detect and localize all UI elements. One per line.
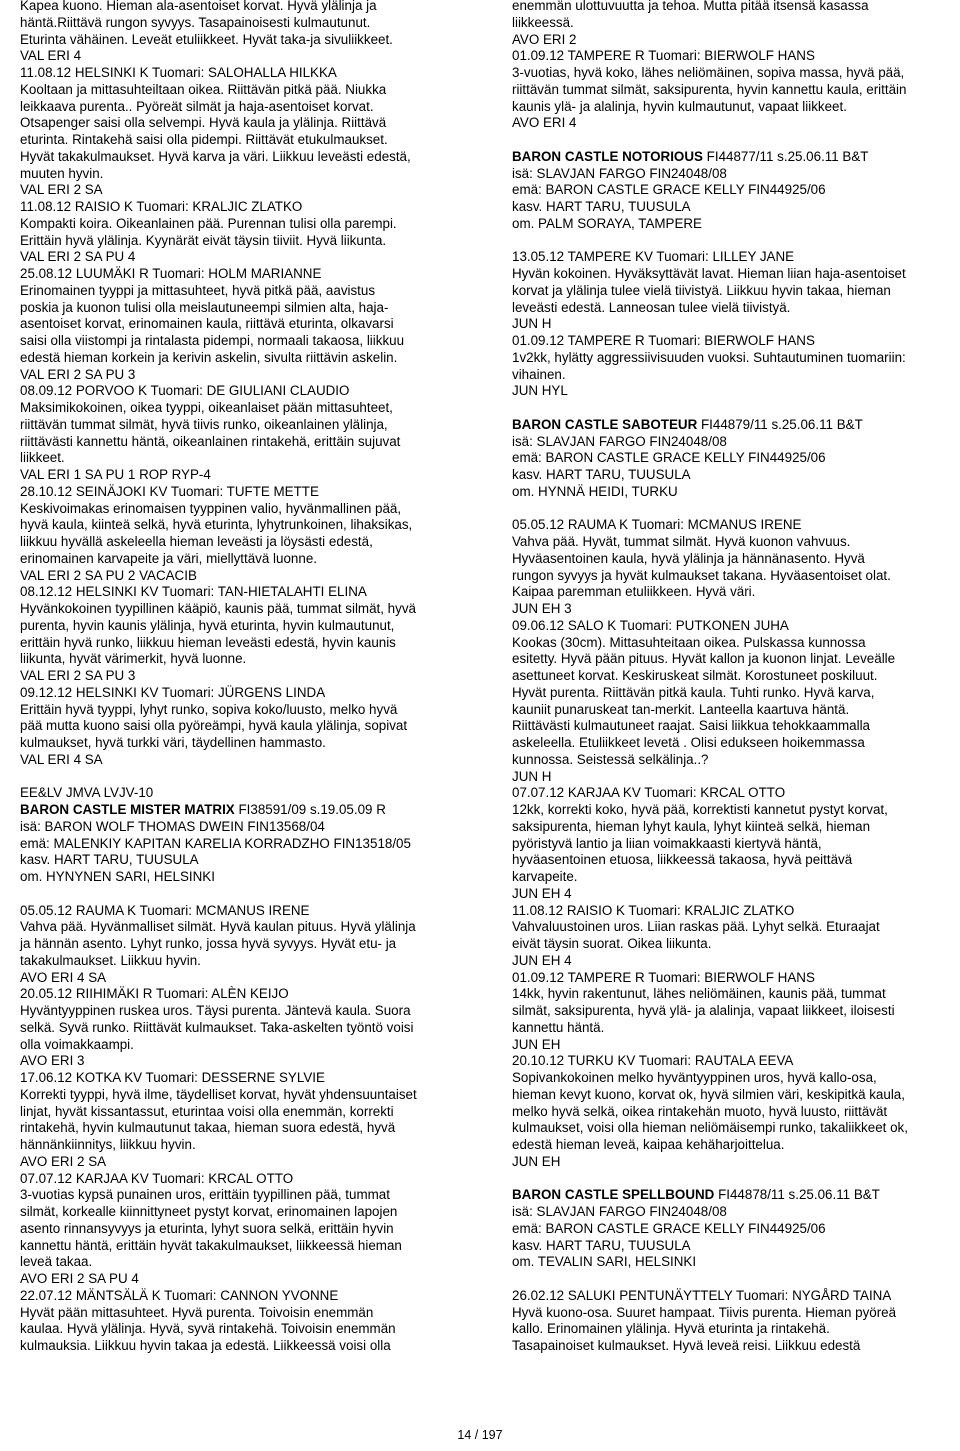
text-line: JUN EH [512,1153,561,1169]
text-line: VAL ERI 4 [20,48,82,64]
text-line: silmät, saksipurenta, hyvä ylä- ja alalinja, vapaat liikkeet, iloisesti [512,1003,895,1018]
text-line: purenta, hyvin kaunis ylälinja, hyvä eturinta, hyvin kulmautunut, [20,617,395,633]
dog-heading [512,417,957,434]
dog-registration: FI38591/09 s.19.05.09 R [234,802,386,817]
text-line: Kompakti koira. Oikeanlainen pää. Purennan tulisi olla parempi. [20,215,397,231]
text-line: rungon syvyys ja hyvät kulmaukset takana. Hyväasentoiset olat. [512,567,891,583]
dog-heading [20,802,460,819]
text-line: kulmaukset, hyvä turkki väri, täydellinen hammasto. [20,735,326,750]
text-line: 17.06.12 KOTKA KV Tuomari: DESSERNE SYLVIE [20,1070,325,1085]
text-line: melko hyvä selkä, oikea rintakehän muoto, hyvä luusto, riittävät [512,1103,888,1119]
text-line: emä: BARON CASTLE GRACE KELLY FIN44925/06 [512,450,826,466]
blank-line [512,132,957,149]
text-line: asento rinnansyvyys ja eturinta, lyhyt suora selkä, erittäin hyvin [20,1220,394,1236]
text-line: AVO ERI 4 [512,115,577,131]
text-line: VAL ERI 4 SA [20,751,103,767]
text-line: AVO ERI 2 SA PU 4 [20,1271,139,1286]
text-line: JUN H [512,316,552,332]
dog-registration: FI44879/11 s.25.06.11 B&T [697,416,863,432]
text-line: om. PALM SORAYA, TAMPERE [512,215,702,231]
text-line: VAL ERI 2 SA PU 3 [20,366,136,382]
page-number: 14 / 197 [457,1428,503,1442]
text-line: takakulmaukset. Liikkuu hyvin. [20,952,201,968]
text-line: kasv. HART TARU, TUUSULA [512,467,691,482]
text-line: hieman kevyt kuono, korvat ok, hyvä silmien väri, keskipitkä kaula, [512,1086,905,1102]
text-line: isä: SLAVJAN FARGO FIN24048/08 [512,165,727,181]
text-line: selkä. Syvä runko. Riittävät kulmaukset. Taka-askelten työntö voisi [20,1019,414,1035]
text-line: kannettu häntä, erittäin hyvät takakulmaukset, liikkeessä hieman [20,1237,402,1253]
text-line: kulmaukset, voisi olla hieman neliömäisempi runko, takaliikkeet ok, [512,1120,908,1136]
text-line: Erittäin hyvä ylälinja. Kyynärät eivät täysin tiiviit. Hyvä liikunta. [20,232,387,248]
text-line: Hyvänkokoinen tyypillinen kääpiö, kaunis pää, tummat silmät, hyvä [20,601,416,616]
text-line: olla voimakkaampi. [20,1036,134,1052]
text-line: riittävän tummat silmät, hyvä tiivis runko, oikeanlainen ylälinja, [20,416,388,432]
text-line: Vahva pää. Hyvät, tummat silmät. Hyvä kuonon vahvuus. [512,534,851,549]
text-line: Erinomainen tyyppi ja mittasuhteet, hyvä pitkä pää, aavistus [20,282,376,298]
blank-line [512,1171,957,1188]
text-line: JUN EH [512,1036,561,1052]
text-line: JUN EH 3 [512,601,572,616]
text-line: kaulaa. Hyvä ylälinja. Hyvä, syvä rintakehä. Toivoisin enemmän [20,1321,396,1337]
text-line: kulmauksia. Liikkuu hyvin takaa ja edestä. Liikkeessä voisi olla [20,1338,391,1353]
text-line: edestä hieman korkein ja kerivin askelin, sivulta riittävin askelin. [20,349,398,365]
text-line: eturinta. Rintakehä saisi olla pidempi. Riittävät etukulmaukset. [20,132,388,147]
text-line: leikkaava purenta.. Pyöreät silmät ja haja-asentoiset korvat. [20,98,374,114]
text-line: 20.10.12 TURKU KV Tuomari: RAUTALA EEVA [512,1053,794,1069]
text-line: om. TEVALIN SARI, HELSINKI [512,1254,697,1270]
text-line: pyöristyvä lantio ja liian voimakkaasti kiertyvä häntä, [512,835,822,851]
text-line: edestä hieman leveä, kaipaa kehäharjoittelua. [512,1137,785,1152]
text-line: saksipurenta, hieman lyhyt kaula, lyhyt kiinteä selkä, hieman [512,818,871,834]
dog-name: BARON CASTLE SABOTEUR [512,416,698,432]
text-line: AVO ERI 2 SA [20,1153,107,1169]
text-line: 13.05.12 TAMPERE KV Tuomari: LILLEY JANE [512,249,795,265]
text-line: kaunis ylä- ja alalinja, hyvin kulmautunut, vapaat liikkeet. [512,98,847,114]
text-line: 07.07.12 KARJAA KV Tuomari: KRCAL OTTO [512,785,786,801]
text-line: Kaipaa paremman etuliikkeen. Hyvä väri. [512,584,756,600]
text-line: karvapeite. [512,869,578,884]
dog-heading [512,1187,957,1204]
text-line: liikkeessä. [512,14,574,30]
text-line: 08.12.12 HELSINKI KV Tuomari: TAN-HIETALAHTI ELINA [20,584,367,600]
dog-name: BARON CASTLE MISTER MATRIX [20,802,235,817]
text-line: 3-vuotias kypsä punainen uros, erittäin tyypillinen pää, tummat [20,1187,390,1203]
text-line: enemmän ulottuvuutta ja tehoa. Mutta pitää itsensä kasassa [512,0,869,13]
text-line: EE&LV JMVA LVJV-10 [20,785,154,801]
text-line: asettuneet korvat. Keskiruskeat silmät. Korostuneet poskiluut. [512,668,878,683]
text-line: riittävän tummat silmät, saksipurenta, hyvin kannettu kaula, erittäin [512,81,907,97]
dog-name: BARON CASTLE NOTORIOUS [512,148,703,164]
text-line: isä: BARON WOLF THOMAS DWEIN FIN13568/04 [20,818,325,834]
text-line: emä: BARON CASTLE GRACE KELLY FIN44925/06 [512,1220,826,1236]
text-line: 20.05.12 RIIHIMÄKI R Tuomari: ALÈN KEIJO [20,986,289,1002]
text-line: Kapea kuono. Hieman ala-asentoiset korvat. Hyvä ylälinja ja [20,0,377,13]
text-line: JUN EH 4 [512,952,572,968]
text-line: AVO ERI 4 SA [20,969,107,985]
text-line: pää mutta kuono saisi olla pyöreämpi, hyvä kaula ylälinja, sopivat [20,718,408,734]
blank-line [512,400,957,417]
text-line: Vahvaluustoinen uros. Liian raskas pää. Lyhyt selkä. Eturaajat [512,919,880,935]
text-line: 01.09.12 TAMPERE R Tuomari: BIERWOLF HANS [512,48,815,64]
text-line: Vahva pää. Hyvänmalliset silmät. Hyvä kaulan pituus. Hyvä ylälinja [20,919,416,935]
text-line: asentoiset korvat, erinomainen kaula, riittävä eturinta, olkavarsi [20,316,394,332]
text-line: VAL ERI 2 SA [20,182,103,198]
dog-name: BARON CASTLE SPELLBOUND [512,1187,715,1203]
text-line: kunnossa. Seistessä selkälinja..? [512,751,709,767]
text-line: AVO ERI 2 [512,31,577,47]
text-line: poskia ja kuonon tulisi olla meislautuneempi silmien alta, haja- [20,299,389,315]
text-line: JUN EH 4 [512,885,572,901]
text-line: Korrekti tyyppi, hyvä ilme, täydelliset korvat, hyvät yhdensuuntaiset [20,1086,417,1102]
blank-line [20,769,460,786]
text-line: rintakehä, hyvin kulmautunut takaa, hieman suora edestä, hyvä [20,1120,396,1136]
text-line: Hyväasentoinen kaula, hyvä ylälinja ja hännänasento. Hyvä [512,550,865,566]
text-line: 09.12.12 HELSINKI KV Tuomari: JÜRGENS LINDA [20,684,326,700]
text-line: hännänkiinnitys, liikkuu hyvin. [20,1137,196,1152]
text-line: 25.08.12 LUUMÄKI R Tuomari: HOLM MARIANNE [20,266,322,281]
text-line: eivät täysin suorat. Oikea liikunta. [512,936,712,951]
text-line: 12kk, korrekti koko, hyvä pää, korrektisti kannetut pystyt korvat, [512,802,888,817]
text-line: askeleella. Etuliikkeet levetä . Olisi edukseen hoikemmassa [512,735,865,750]
text-line: kasv. HART TARU, TUUSULA [20,852,199,868]
text-line: Erittäin hyvä tyyppi, lyhyt runko, sopiva koko/luusto, melko hyvä [20,701,398,717]
text-line: linjat, hyvät kissantassut, eturintaa voisi olla enemmän, korrekti [20,1103,394,1119]
blank-line [512,501,957,518]
text-line: liikunta, hyvät värimerkit, hyvä luonne. [20,651,247,667]
left-column [20,0,460,1355]
text-line: 05.05.12 RAUMA K Tuomari: MCMANUS IRENE [20,902,310,918]
text-line: Otsapenger saisi olla selvempi. Hyvä kaula ja ylälinja. Riittävä [20,115,387,131]
text-line: VAL ERI 1 SA PU 1 ROP RYP-4 [20,467,211,482]
text-line: Hyvän kokoinen. Hyväksyttävät lavat. Hieman liian haja-asentoiset [512,266,906,281]
text-line: VAL ERI 2 SA PU 4 [20,249,136,265]
text-line: esitetty. Hyvä pään pituus. Hyvät kallon ja kuonon linjat. Leveälle [512,651,896,667]
text-line: ja hännän asento. Lyhyt runko, jossa hyvä syvyys. Hyvät etu- ja [20,936,397,951]
right-column [512,0,957,1355]
text-line: Hyvä kuono-osa. Suuret hampaat. Tiivis purenta. Hieman pyöreä [512,1304,897,1320]
text-line: 22.07.12 MÄNTSÄLÄ K Tuomari: CANNON YVONNE [20,1287,339,1303]
text-line: Kookas (30cm). Mittasuhteitaan oikea. Pulskassa kunnossa [512,634,866,650]
text-line: leveä takaa. [20,1254,93,1270]
text-line: om. HYNYNEN SARI, HELSINKI [20,869,215,884]
text-line: isä: SLAVJAN FARGO FIN24048/08 [512,1204,727,1219]
text-line: kauniit punaruskeat tan-merkit. Lanteella kaartuva häntä. [512,701,850,717]
text-line: Hyvät pään mittasuhteet. Hyvä purenta. Toivoisin enemmän [20,1304,374,1320]
text-line: kannettu häntä. [512,1019,605,1035]
text-line: 3-vuotias, hyvä koko, lähes neliömäinen, sopiva massa, hyvä pää, [512,65,905,80]
text-line: Keskivoimakas erinomaisen tyyppinen valio, hyvänmallinen pää, [20,500,402,516]
text-line: 28.10.12 SEINÄJOKI KV Tuomari: TUFTE METTE [20,483,319,499]
text-line: emä: MALENKIY KAPITAN KARELIA KORRADZHO FIN13518/05 [20,835,411,851]
text-line: kasv. HART TARU, TUUSULA [512,1237,691,1253]
blank-line [512,233,957,250]
text-line: JUN HYL [512,383,568,399]
text-line: VAL ERI 2 SA PU 2 VACACIB [20,567,197,583]
text-line: erittäin hyvä runko, liikkuu hieman leveästi edestä, hyvin kaunis [20,634,396,650]
text-line: liikkuu hyvällä askeleella hieman leveästi ja löysästi edestä, [20,534,373,549]
text-line: korvat ja ylälinja tulee vielä tiivistyä. Liikkuu hyvin takaa, hieman [512,282,891,298]
text-line: 11.08.12 HELSINKI K Tuomari: SALOHALLA HILKKA [20,65,337,80]
blank-line [20,886,460,903]
text-line: liikkeet. [20,450,65,466]
text-line: Eturinta vähäinen. Leveät etuliikkeet. Hyvät taka-ja sivuliikkeet. [20,31,393,47]
text-line: muuten hyvin. [20,165,104,181]
blank-line [512,1271,957,1288]
text-line: isä: SLAVJAN FARGO FIN24048/08 [512,433,727,449]
text-line: erinomainen karvapeite ja väri, miellyttävä luonne. [20,550,317,566]
text-line: hyvä kaula, kiinteä selkä, hyvä eturinta, lyhytrunkoinen, lihaksikas, [20,517,413,533]
text-line: 09.06.12 SALO K Tuomari: PUTKONEN JUHA [512,617,789,633]
text-line: 08.09.12 PORVOO K Tuomari: DE GIULIANI CLAUDIO [20,383,350,399]
text-line: om. HYNNÄ HEIDI, TURKU [512,483,678,499]
text-line: JUN H [512,768,552,784]
text-line: 01.09.12 TAMPERE R Tuomari: BIERWOLF HANS [512,333,815,348]
text-line: 26.02.12 SALUKI PENTUNÄYTTELY Tuomari: NYGÅRD TAINA [512,1287,892,1303]
text-line: Hyväntyyppinen ruskea uros. Täysi purenta. Jäntevä kaula. Suora [20,1003,411,1018]
text-line: 01.09.12 TAMPERE R Tuomari: BIERWOLF HANS [512,969,815,985]
text-line: leveästi edestä. Lanneosan tulee vielä tiivistyä. [512,299,791,315]
text-line: emä: BARON CASTLE GRACE KELLY FIN44925/06 [512,182,826,198]
text-line: riittävästi kannettu häntä, oikeanlainen rintakehä, erittäin sujuvat [20,433,401,449]
dog-heading [512,149,957,166]
text-line: silmät, korkealle kiinnittyneet pystyt korvat, erinomainen lapojen [20,1204,398,1219]
text-line: Riittävästi kulmautuneet raajat. Saisi liikkua tehokkaammalla [512,718,870,734]
text-line: Sopivankokoinen melko hyväntyyppinen uros, hyvä kallo-osa, [512,1070,877,1085]
dog-registration: FI44877/11 s.25.06.11 B&T [702,148,869,164]
text-line: AVO ERI 3 [20,1053,85,1069]
text-line: kasv. HART TARU, TUUSULA [512,199,691,214]
text-line: Tasapainoiset kulmaukset. Hyvä leveä reisi. Liikkuu edestä [512,1338,861,1353]
text-line: 11.08.12 RAISIO K Tuomari: KRALJIC ZLATKO [512,902,795,918]
text-line: Maksimikokoinen, oikea tyyppi, oikeanlaiset pään mittasuhteet, [20,400,393,415]
text-line: saisi olla viistompi ja rintalasta pidempi, normaali takaosa, liikkuu [20,333,405,348]
text-line: Hyvät takakulmaukset. Hyvä karva ja väri. Liikkuu leveästi edestä, [20,148,411,164]
dog-registration: FI44878/11 s.25.06.11 B&T [714,1187,880,1203]
text-line: 1v2kk, hylätty aggressiivisuuden vuoksi. Suhtautuminen tuomariin: [512,349,906,365]
text-line: vihainen. [512,366,566,382]
text-line: 14kk, hyvin rakentunut, lähes neliömäinen, kaunis pää, tummat [512,986,886,1002]
text-line: hyväasentoinen etuosa, liikkeessä takaosa, hyvä peittävä [512,852,853,868]
text-line: 05.05.12 RAUMA K Tuomari: MCMANUS IRENE [512,517,802,533]
text-line: VAL ERI 2 SA PU 3 [20,668,136,683]
text-line: 07.07.12 KARJAA KV Tuomari: KRCAL OTTO [20,1170,294,1186]
text-line: Kooltaan ja mittasuhteiltaan oikea. Riittävän pitkä pää. Niukka [20,81,387,97]
text-line: kallo. Erinomainen ylälinja. Hyvä eturinta ja rintakehä. [512,1321,830,1337]
text-line: Hyvät purenta. Riittävän pitkä kaula. Tuhti runko. Hyvä karva, [512,684,875,700]
text-line: häntä.Riittävä rungon syvyys. Tasapainoisesti kulmautunut. [20,14,371,30]
text-line: 11.08.12 RAISIO K Tuomari: KRALJIC ZLATKO [20,199,303,214]
